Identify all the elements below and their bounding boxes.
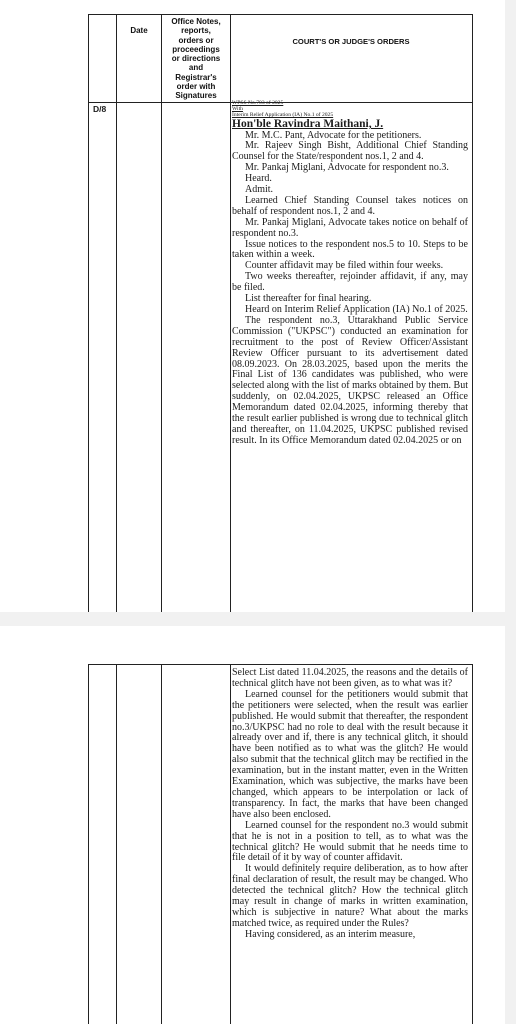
- order-text-page-2: [232, 668, 468, 941]
- application-number: Interim Relief Application (IA) No.1 of 2025: [232, 112, 334, 118]
- order-paragraph: Mr. M.C. Pant, Advocate for the petitioners.: [245, 129, 422, 141]
- diary-number: D/8: [93, 104, 107, 114]
- column-divider: [161, 665, 162, 1024]
- order-paragraph: Counter affidavit may be filed within four weeks.: [245, 260, 444, 272]
- column-divider: [161, 15, 162, 612]
- order-paragraph: Heard on Interim Relief Application (IA) No.1 of 2025.: [245, 304, 468, 315]
- header-date: Date: [130, 26, 148, 35]
- order-paragraph: Learned Chief Standing Counsel takes notices on behalf of respondent nos.1, 2 and 4.: [232, 194, 468, 217]
- order-paragraph: Mr. Pankaj Miglani, Advocate takes notice on behalf of respondent no.3.: [232, 216, 468, 239]
- header-court-orders: COURT'S OR JUDGE'S ORDERS: [292, 37, 410, 46]
- order-paragraph: Two weeks thereafter, rejoinder affidavit, if any, may be filed.: [232, 271, 468, 294]
- page-2: [0, 626, 505, 1024]
- order-paragraph: Issue notices to the respondent nos.5 to 10. Steps to be taken within a week.: [232, 238, 468, 261]
- order-paragraph: Mr. Rajeev Singh Bisht, Additional Chief Standing Counsel for the State/respondent nos.1, 2 and 4.: [232, 140, 468, 163]
- order-paragraph: It would definitely require deliberation, as to how after final declaration of result, the result may be changed. Who detected the technical glitch? How the technical glitch may result in change of marks in written examination, which is subjective in nature? What about the marks matched twice, as required under the Rules?: [232, 863, 468, 929]
- case-number: WPSS No.703 of 2025: [232, 100, 284, 106]
- order-paragraph: Learned counsel for the petitioners would submit that the petitioners were selected, when the result was earlier published. He would submit that thereafter, the respondent no.3/UKPSC had no role to deal with the result because it already over and if, there is any technical glitch, it should have been notified as to what was the glitch? He would also submit that the technical glitch may be rectified in the examination, but in the instant matter, even in the Written Examination, which was subjective, the marks have been changed, which appears to be interpolation or lack of transparency. In fact, the marks that have been changed have also been enclosed.: [232, 688, 468, 820]
- column-divider: [116, 665, 117, 1024]
- column-divider: [230, 665, 231, 1024]
- judge-name: Hon'ble Ravindra Maithani, J.: [232, 118, 384, 130]
- order-paragraph: Admit.: [245, 184, 274, 196]
- order-text-page-1: [232, 100, 468, 447]
- column-divider: [230, 15, 231, 612]
- order-paragraph: Heard.: [245, 173, 272, 185]
- column-divider: [116, 15, 117, 612]
- order-paragraph: The respondent no.3, Uttarakhand Public Service Commission ("UKPSC") conducted an examination for recruitment to the post of Review Officer/Assistant Review Officer pursuant to its advertisement dated 08.09.2023. On 28.03.2025, based upon the merits the Final List of 136 candidates was published, who were selected along with the list of marks obtained by them. But suddenly, on 02.04.2025, UKPSC released an Office Memorandum dated 02.04.2025, informing thereby that the result earlier published is wrong due to technical glitch and thereafter, on 11.04.2025, UKPSC published revised result. In its Office Memorandum dated 02.04.2025 or on: [232, 314, 468, 446]
- order-paragraph: Having considered, as an interim measure,: [245, 928, 416, 940]
- order-paragraph: List thereafter for final hearing.: [245, 293, 372, 305]
- order-paragraph: Learned counsel for the respondent no.3 would submit that he is not in a position to tell, as to what was the technical glitch? He would submit that he needs time to file detail of it by way of counter affidavit.: [232, 819, 468, 864]
- with-label: With: [232, 106, 243, 112]
- order-paragraph: Mr. Pankaj Miglani, Advocate for respondent no.3.: [245, 162, 449, 174]
- order-paragraph: Select List dated 11.04.2025, the reasons and the details of technical glitch have not been given, as to what was it?: [232, 667, 468, 689]
- header-office-notes: Office Notes, reports, orders or proceedings or directions and Registrar's order with Signatures: [171, 17, 221, 101]
